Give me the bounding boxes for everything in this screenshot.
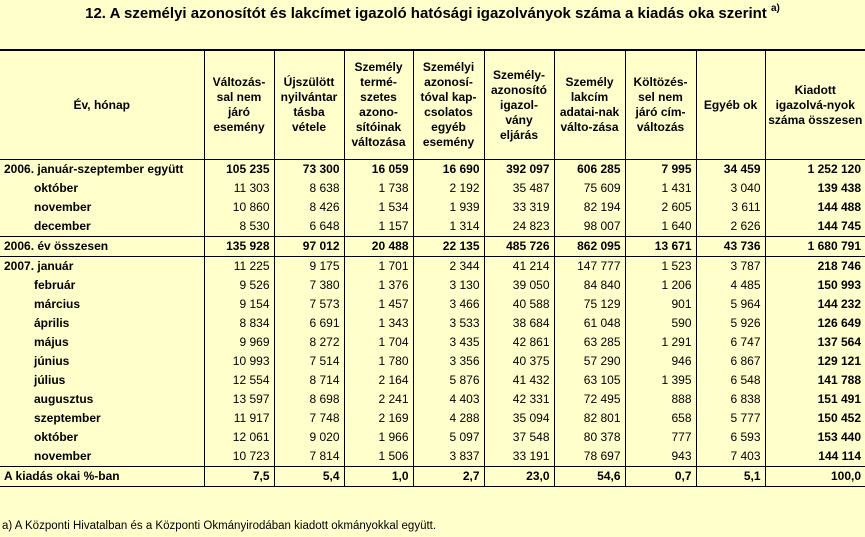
table-cell: 35 094 xyxy=(484,409,554,428)
table-cell: 2 169 xyxy=(344,409,413,428)
table-cell: 0,7 xyxy=(625,467,696,487)
row-label: június xyxy=(0,352,204,371)
header-other-reason: Egyéb ok xyxy=(696,51,765,160)
table-cell: 1 431 xyxy=(625,179,696,198)
table-cell: 5 777 xyxy=(696,409,765,428)
table-cell: 2 192 xyxy=(413,179,484,198)
table-cell: 4 485 xyxy=(696,276,765,295)
table-cell: 3 837 xyxy=(413,447,484,467)
table-cell: 2 164 xyxy=(344,371,413,390)
table-cell: 1 157 xyxy=(344,217,413,237)
table-cell: 16 059 xyxy=(344,160,413,180)
table-cell: 8 426 xyxy=(274,198,344,217)
table-cell: 5,1 xyxy=(696,467,765,487)
table-row xyxy=(0,333,865,352)
header-address-change: Személy lakcím adatai-nak válto-zása xyxy=(554,51,625,160)
table-cell: 38 684 xyxy=(484,314,554,333)
table-cell: 8 698 xyxy=(274,390,344,409)
table-row xyxy=(0,409,865,428)
table-cell: 105 235 xyxy=(204,160,274,180)
table-cell: 6 593 xyxy=(696,428,765,447)
table-cell: 73 300 xyxy=(274,160,344,180)
data-table xyxy=(0,50,865,487)
table-cell: 13 671 xyxy=(625,237,696,257)
header-no-move-address-change: Költözés-sel nem járó cím-változás xyxy=(625,51,696,160)
table-cell: 485 726 xyxy=(484,237,554,257)
table-cell: 100,0 xyxy=(765,467,865,487)
table-row xyxy=(0,160,865,180)
table-row xyxy=(0,447,865,467)
table-cell: 8 530 xyxy=(204,217,274,237)
table-cell: 392 097 xyxy=(484,160,554,180)
table-cell: 943 xyxy=(625,447,696,467)
table-cell: 40 588 xyxy=(484,295,554,314)
table-cell: 78 697 xyxy=(554,447,625,467)
table-cell: 606 285 xyxy=(554,160,625,180)
table-cell: 135 928 xyxy=(204,237,274,257)
table-cell: 888 xyxy=(625,390,696,409)
header-other-event: Személyi azonosí-tóval kap-csolatos egyéb esemény xyxy=(413,51,484,160)
table-cell: 63 285 xyxy=(554,333,625,352)
table-cell: 41 214 xyxy=(484,257,554,277)
table-cell: 1 457 xyxy=(344,295,413,314)
table-cell: 75 129 xyxy=(554,295,625,314)
table-cell: 54,6 xyxy=(554,467,625,487)
table-cell: 33 191 xyxy=(484,447,554,467)
table-cell: 43 736 xyxy=(696,237,765,257)
table-cell: 2 241 xyxy=(344,390,413,409)
table-cell: 151 491 xyxy=(765,390,865,409)
table-cell: 22 135 xyxy=(413,237,484,257)
table-cell: 218 746 xyxy=(765,257,865,277)
table-cell: 5 964 xyxy=(696,295,765,314)
table-cell: 7 814 xyxy=(274,447,344,467)
table-cell: 42 331 xyxy=(484,390,554,409)
table-row xyxy=(0,295,865,314)
table-cell: 63 105 xyxy=(554,371,625,390)
table-row xyxy=(0,217,865,237)
table-cell: 10 723 xyxy=(204,447,274,467)
table-cell: 37 548 xyxy=(484,428,554,447)
title-bar xyxy=(0,0,865,50)
table-cell: 3 435 xyxy=(413,333,484,352)
table-cell: 33 319 xyxy=(484,198,554,217)
table-cell: 126 649 xyxy=(765,314,865,333)
table-row xyxy=(0,198,865,217)
table-cell: 9 175 xyxy=(274,257,344,277)
table-cell: 590 xyxy=(625,314,696,333)
table-cell: 3 787 xyxy=(696,257,765,277)
table-cell: 7,5 xyxy=(204,467,274,487)
table-cell: 11 917 xyxy=(204,409,274,428)
table-row xyxy=(0,428,865,447)
table-cell: 20 488 xyxy=(344,237,413,257)
table-row xyxy=(0,314,865,333)
table-cell: 1 701 xyxy=(344,257,413,277)
row-label: augusztus xyxy=(0,390,204,409)
header-id-procedure: Személy-azonosító igazol-vány eljárás xyxy=(484,51,554,160)
table-row xyxy=(0,257,865,277)
table-cell: 34 459 xyxy=(696,160,765,180)
table-cell: 13 597 xyxy=(204,390,274,409)
table-cell: 11 225 xyxy=(204,257,274,277)
row-label: A kiadás okai %-ban xyxy=(0,467,204,487)
table-cell: 946 xyxy=(625,352,696,371)
row-label: május xyxy=(0,333,204,352)
table-cell: 3 466 xyxy=(413,295,484,314)
table-row xyxy=(0,179,865,198)
table-cell: 1 506 xyxy=(344,447,413,467)
table-cell: 1 966 xyxy=(344,428,413,447)
table-cell: 42 861 xyxy=(484,333,554,352)
table-cell: 5 876 xyxy=(413,371,484,390)
table-cell: 6 867 xyxy=(696,352,765,371)
row-label: július xyxy=(0,371,204,390)
footnote: a) A Központi Hivatalban és a Központi Okmányirodában kiadott okmányokkal együtt. xyxy=(2,520,437,532)
table-cell: 901 xyxy=(625,295,696,314)
title-text: 12. A személyi azonosítót és lakcímet igazoló hatósági igazolványok száma a kiadás oka szerint xyxy=(85,5,767,22)
table-cell: 137 564 xyxy=(765,333,865,352)
table-cell: 98 007 xyxy=(554,217,625,237)
table-cell: 7 514 xyxy=(274,352,344,371)
table-cell: 75 609 xyxy=(554,179,625,198)
table-cell: 6 548 xyxy=(696,371,765,390)
table-cell: 8 272 xyxy=(274,333,344,352)
table-cell: 41 432 xyxy=(484,371,554,390)
table-row xyxy=(0,390,865,409)
table-cell: 1 680 791 xyxy=(765,237,865,257)
table-cell: 3 040 xyxy=(696,179,765,198)
table-cell: 8 638 xyxy=(274,179,344,198)
table-cell: 35 487 xyxy=(484,179,554,198)
row-label: december xyxy=(0,217,204,237)
table-cell: 144 488 xyxy=(765,198,865,217)
table-cell: 6 691 xyxy=(274,314,344,333)
table-cell: 1,0 xyxy=(344,467,413,487)
table-cell: 61 048 xyxy=(554,314,625,333)
header-period: Év, hónap xyxy=(0,51,204,160)
table-cell: 7 573 xyxy=(274,295,344,314)
row-label: 2007. január xyxy=(0,257,204,277)
table-cell: 11 303 xyxy=(204,179,274,198)
table-cell: 3 356 xyxy=(413,352,484,371)
table-cell: 777 xyxy=(625,428,696,447)
header-newborn: Újszülött nyilvántar tásba vétele xyxy=(274,51,344,160)
table-cell: 1 738 xyxy=(344,179,413,198)
row-label: szeptember xyxy=(0,409,204,428)
table-cell: 9 526 xyxy=(204,276,274,295)
table-row xyxy=(0,237,865,257)
table-cell: 1 206 xyxy=(625,276,696,295)
table-cell: 3 533 xyxy=(413,314,484,333)
row-label: november xyxy=(0,198,204,217)
table-cell: 39 050 xyxy=(484,276,554,295)
table-cell: 80 378 xyxy=(554,428,625,447)
table-cell: 6 747 xyxy=(696,333,765,352)
table-cell: 97 012 xyxy=(274,237,344,257)
row-label: április xyxy=(0,314,204,333)
row-label: október xyxy=(0,428,204,447)
table-cell: 10 993 xyxy=(204,352,274,371)
table-cell: 1 291 xyxy=(625,333,696,352)
table-cell: 1 939 xyxy=(413,198,484,217)
table-cell: 7 748 xyxy=(274,409,344,428)
table-cell: 1 780 xyxy=(344,352,413,371)
title-footnote-mark: a) xyxy=(770,3,780,14)
table-cell: 1 523 xyxy=(625,257,696,277)
table-cell: 1 704 xyxy=(344,333,413,352)
row-label: március xyxy=(0,295,204,314)
table-cell: 5 097 xyxy=(413,428,484,447)
table-cell: 5,4 xyxy=(274,467,344,487)
table-cell: 12 554 xyxy=(204,371,274,390)
table-cell: 144 745 xyxy=(765,217,865,237)
header-row xyxy=(0,51,865,160)
table-cell: 144 114 xyxy=(765,447,865,467)
table-cell: 144 232 xyxy=(765,295,865,314)
table-cell: 1 252 120 xyxy=(765,160,865,180)
table-cell: 10 860 xyxy=(204,198,274,217)
table-cell: 8 834 xyxy=(204,314,274,333)
table-cell: 658 xyxy=(625,409,696,428)
table-cell: 5 926 xyxy=(696,314,765,333)
table-cell: 82 801 xyxy=(554,409,625,428)
table-cell: 1 395 xyxy=(625,371,696,390)
header-no-change: Változás-sal nem járó esemény xyxy=(204,51,274,160)
table-cell: 129 121 xyxy=(765,352,865,371)
table-cell: 6 648 xyxy=(274,217,344,237)
table-cell: 8 714 xyxy=(274,371,344,390)
table-cell: 84 840 xyxy=(554,276,625,295)
table-cell: 1 343 xyxy=(344,314,413,333)
table-cell: 2 605 xyxy=(625,198,696,217)
table-cell: 4 288 xyxy=(413,409,484,428)
page-title xyxy=(0,5,865,22)
table-row xyxy=(0,467,865,487)
table-cell: 57 290 xyxy=(554,352,625,371)
table-cell: 40 375 xyxy=(484,352,554,371)
table-cell: 2,7 xyxy=(413,467,484,487)
row-label: február xyxy=(0,276,204,295)
row-label: október xyxy=(0,179,204,198)
table-cell: 1 376 xyxy=(344,276,413,295)
table-row xyxy=(0,352,865,371)
row-label: 2006. év összesen xyxy=(0,237,204,257)
table-cell: 2 344 xyxy=(413,257,484,277)
table-cell: 150 993 xyxy=(765,276,865,295)
table-cell: 6 838 xyxy=(696,390,765,409)
table-row xyxy=(0,276,865,295)
table-cell: 147 777 xyxy=(554,257,625,277)
row-label: november xyxy=(0,447,204,467)
table-cell: 150 452 xyxy=(765,409,865,428)
row-label: 2006. január-szeptember együtt xyxy=(0,160,204,180)
table-cell: 7 403 xyxy=(696,447,765,467)
table-cell: 82 194 xyxy=(554,198,625,217)
table-cell: 153 440 xyxy=(765,428,865,447)
table-cell: 9 969 xyxy=(204,333,274,352)
table-cell: 1 534 xyxy=(344,198,413,217)
table-cell: 2 626 xyxy=(696,217,765,237)
table-cell: 139 438 xyxy=(765,179,865,198)
table-cell: 3 130 xyxy=(413,276,484,295)
table-cell: 141 788 xyxy=(765,371,865,390)
table-cell: 4 403 xyxy=(413,390,484,409)
table-cell: 7 380 xyxy=(274,276,344,295)
table-cell: 1 314 xyxy=(413,217,484,237)
header-identifier-change: Személy termé-szetes azono-sítóinak változása xyxy=(344,51,413,160)
table-cell: 23,0 xyxy=(484,467,554,487)
table-cell: 9 154 xyxy=(204,295,274,314)
table-cell: 9 020 xyxy=(274,428,344,447)
header-total: Kiadott igazolvá-nyok száma összesen xyxy=(765,51,865,160)
table-cell: 3 611 xyxy=(696,198,765,217)
table-cell: 72 495 xyxy=(554,390,625,409)
table-cell: 16 690 xyxy=(413,160,484,180)
table-cell: 24 823 xyxy=(484,217,554,237)
table-cell: 862 095 xyxy=(554,237,625,257)
table-row xyxy=(0,371,865,390)
table-cell: 1 640 xyxy=(625,217,696,237)
table-cell: 12 061 xyxy=(204,428,274,447)
table-cell: 7 995 xyxy=(625,160,696,180)
